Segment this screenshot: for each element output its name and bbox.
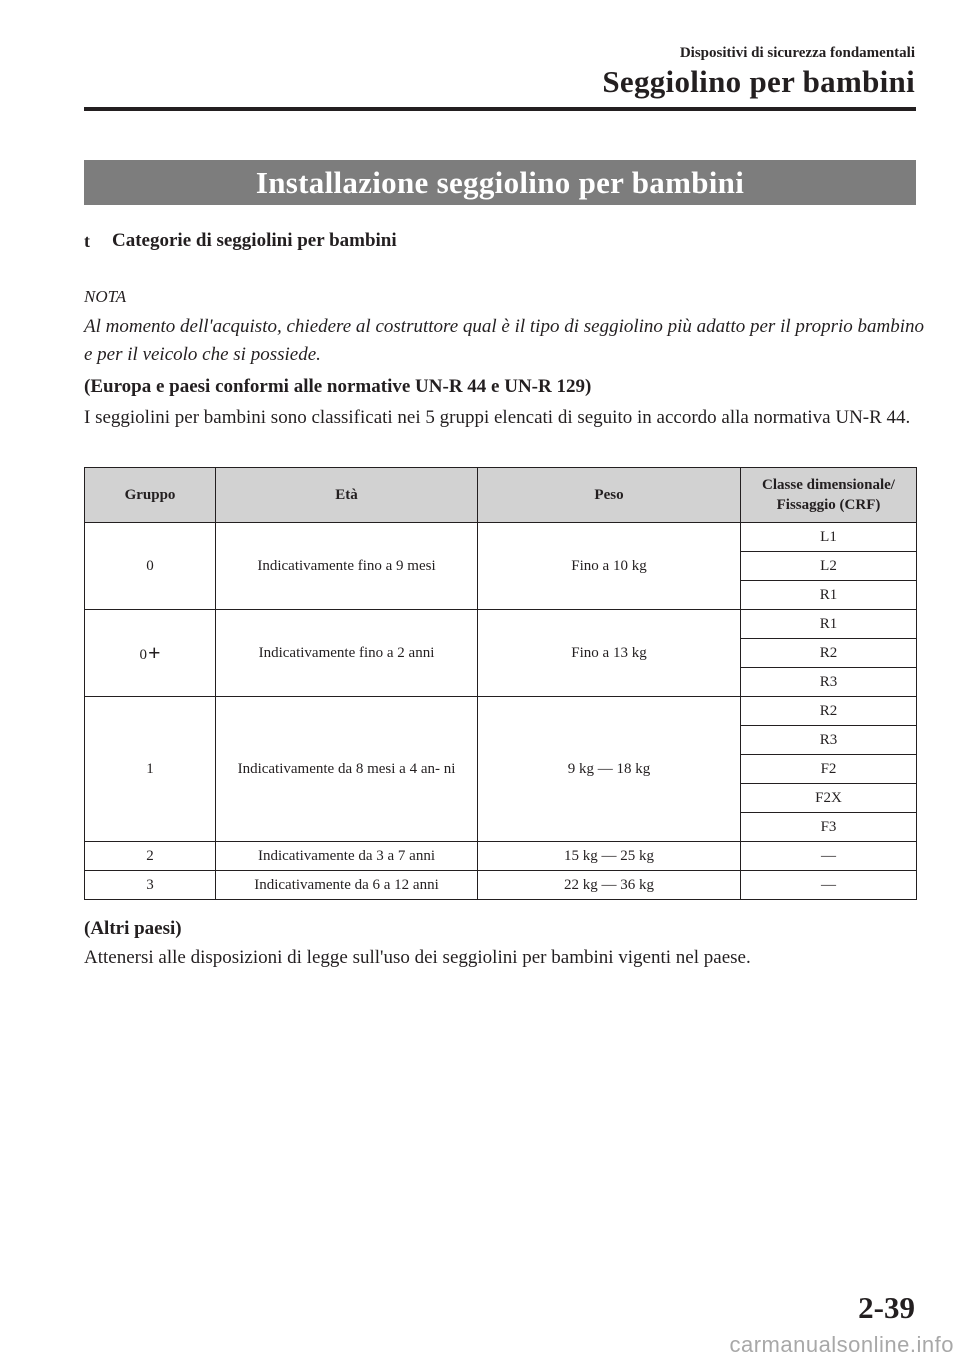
cell-age: Indicativamente da 8 mesi a 4 an- ni xyxy=(216,697,478,842)
cell-age: Indicativamente fino a 2 anni xyxy=(216,610,478,697)
section-title-bar xyxy=(84,160,916,205)
group-label: 2 xyxy=(146,847,154,864)
cell-class: R2 xyxy=(741,697,917,726)
other-countries-heading: (Altri paesi) xyxy=(84,918,182,939)
group-label: 3 xyxy=(146,876,154,893)
cell-group xyxy=(85,842,216,871)
cell-age: Indicativamente da 6 a 12 anni xyxy=(216,871,478,900)
column-header-age: Età xyxy=(216,468,478,523)
cell-class: R1 xyxy=(741,610,917,639)
cell-class: F2X xyxy=(741,784,917,813)
cell-class: — xyxy=(741,842,917,871)
cell-group xyxy=(85,871,216,900)
cell-weight: 9 kg — 18 kg xyxy=(478,697,741,842)
table-header-row xyxy=(85,468,917,523)
cell-class: R2 xyxy=(741,639,917,668)
group-label: 0 xyxy=(146,557,154,574)
table-row xyxy=(85,697,917,726)
cell-age: Indicativamente fino a 9 mesi xyxy=(216,523,478,610)
other-countries-text: Attenersi alle disposizioni di legge sull'uso dei seggiolini per bambini vigenti nel paese. xyxy=(84,947,751,968)
page-number: 2-39 xyxy=(858,1290,915,1325)
group-label: 1 xyxy=(146,760,154,777)
chapter-title: Dispositivi di sicurezza fondamentali xyxy=(679,45,915,61)
page-title: Seggiolino per bambini xyxy=(602,64,915,99)
cell-group xyxy=(85,697,216,842)
section-title: Installazione seggiolino per bambini xyxy=(255,164,745,200)
plus-icon: + xyxy=(147,640,161,665)
table-row xyxy=(85,523,917,552)
column-header-group: Gruppo xyxy=(85,468,216,523)
cell-class: — xyxy=(741,871,917,900)
cell-class: R3 xyxy=(741,726,917,755)
cell-class: F3 xyxy=(741,813,917,842)
cell-weight: Fino a 10 kg xyxy=(478,523,741,610)
cell-class: R3 xyxy=(741,668,917,697)
cell-age: Indicativamente da 3 a 7 anni xyxy=(216,842,478,871)
cell-group xyxy=(85,523,216,610)
header-divider xyxy=(84,107,916,111)
subheading-text: Categorie di seggiolini per bambini xyxy=(112,230,397,251)
cell-class: L2 xyxy=(741,552,917,581)
cell-weight: 15 kg — 25 kg xyxy=(478,842,741,871)
bullet-icon: t xyxy=(84,230,90,251)
column-header-class: Classe dimensionale/ Fissaggio (CRF) xyxy=(741,468,917,523)
europe-text: I seggiolini per bambini sono classificati nei 5 gruppi elencati di seguito in accordo alla normativa UN-R 44. xyxy=(84,407,911,428)
group-label: 0 xyxy=(139,647,147,663)
cell-weight: Fino a 13 kg xyxy=(478,610,741,697)
column-header-weight: Peso xyxy=(478,468,741,523)
note-text: Al momento dell'acquisto, chiedere al costruttore qual è il tipo di seggiolino più adatto per il proprio bambino e per il veicolo che si possiede. xyxy=(84,316,924,365)
europe-heading: (Europa e paesi conformi alle normative UN-R 44 e UN-R 129) xyxy=(84,376,592,397)
cell-class: R1 xyxy=(741,581,917,610)
table-row xyxy=(85,871,917,900)
table-row xyxy=(85,842,917,871)
cell-class: F2 xyxy=(741,755,917,784)
table-body xyxy=(85,523,917,900)
note-label: NOTA xyxy=(84,287,127,306)
child-seat-table xyxy=(84,467,917,900)
cell-weight: 22 kg — 36 kg xyxy=(478,871,741,900)
table-row xyxy=(85,610,917,639)
subheading xyxy=(84,230,397,252)
cell-group xyxy=(85,610,216,697)
watermark: carmanualsonline.info xyxy=(729,1332,954,1357)
cell-class: L1 xyxy=(741,523,917,552)
